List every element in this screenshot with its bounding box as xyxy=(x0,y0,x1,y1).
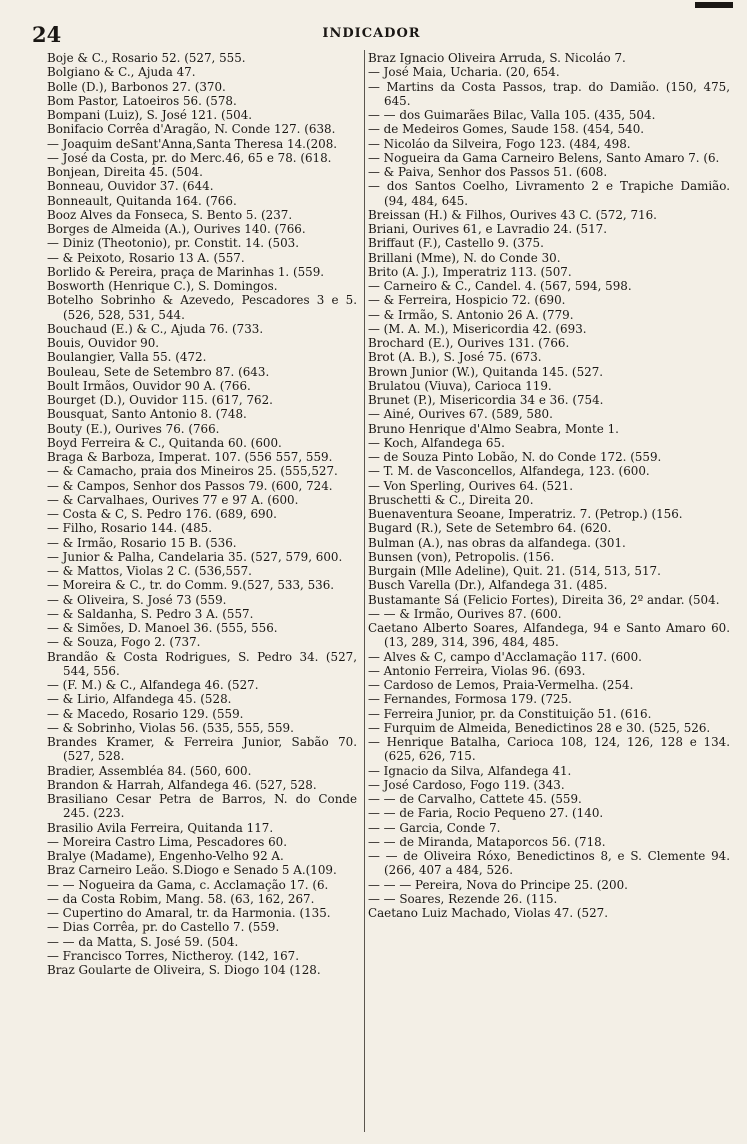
directory-entry: Bolle (D.), Barbonos 27. (370. xyxy=(47,79,226,94)
directory-entry: Caetano Alberto Soares, Alfandega, 94 e Santo Amaro 60. (13, 289, 314, 396, 484, 485. xyxy=(368,621,730,650)
directory-entry: — José da Costa, pr. do Merc.46, 65 e 78. (618. xyxy=(47,150,332,165)
directory-entry: — Von Sperling, Ourives 64. (521. xyxy=(368,478,574,493)
directory-entry: — Francisco Torres, Nictheroy. (142, 167. xyxy=(47,948,299,963)
directory-entry: Borlido & Pereira, praça de Marinhas 1. (559. xyxy=(47,264,325,279)
directory-entry: — Filho, Rosario 144. (485. xyxy=(47,521,213,536)
directory-entry: Brasiliano Cesar Petra de Barros, N. do Conde 245. (223. xyxy=(47,792,357,821)
directory-entry: — da Costa Robim, Mang. 58. (63, 162, 267. xyxy=(47,891,315,906)
directory-entry: Botelho Sobrinho & Azevedo, Pescadores 3 e 5. (526, 528, 531, 544. xyxy=(47,293,357,322)
directory-entry: Bugard (R.), Sete de Setembro 64. (620. xyxy=(368,521,612,536)
directory-entry: Brochard (E.), Ourives 131. (766. xyxy=(368,336,570,350)
directory-entry: Bralye (Madame), Engenho-Velho 92 A. xyxy=(47,849,284,863)
directory-entry: Bouis, Ouvidor 90. xyxy=(47,336,160,350)
directory-entry: — & Oliveira, S. José 73 (559. xyxy=(47,592,227,607)
directory-entry: Bunsen (von), Petropolis. (156. xyxy=(368,549,555,564)
directory-entry: — Ainé, Ourives 67. (589, 580. xyxy=(368,407,553,422)
directory-entry: — — dos Guimarães Bilac, Valla 105. (435, 504. xyxy=(368,108,656,122)
directory-entry: — Moreira & C., tr. do Comm. 9.(527, 533, 536. xyxy=(47,578,335,593)
page-number: 24 xyxy=(32,22,62,47)
directory-entry: — (F. M.) & C., Alfandega 46. (527. xyxy=(47,678,259,692)
directory-entry: Boult Irmãos, Ouvidor 90 A. (766. xyxy=(47,378,251,393)
directory-entry: Brulatou (Viuva), Carioca 119. xyxy=(368,378,552,393)
directory-entry: — & Carvalhaes, Ourives 77 e 97 A. (600. xyxy=(47,492,299,507)
directory-entry: Bruschetti & C., Direita 20. xyxy=(368,492,534,507)
directory-entry: — Dias Corrêa, pr. do Castello 7. (559. xyxy=(47,920,280,935)
directory-entry: Brandon & Harrah, Alfandega 46. (527, 528. xyxy=(47,777,317,792)
directory-entry: Brandes Kramer, & Ferreira Junior, Sabão 70. (527, 528. xyxy=(47,735,357,764)
directory-entry: — — de Miranda, Mataporcos 56. (718. xyxy=(368,834,606,849)
directory-entry: — — — Pereira, Nova do Principe 25. (200. xyxy=(368,877,628,892)
directory-entry: Boulangier, Valla 55. (472. xyxy=(47,350,207,365)
directory-entry: Bousquat, Santo Antonio 8. (748. xyxy=(47,407,247,422)
column-divider xyxy=(364,50,365,1132)
directory-entry: — Koch, Alfandega 65. xyxy=(368,435,505,450)
directory-entry: Briani, Ourives 61, e Lavradio 24. (517. xyxy=(368,222,608,236)
directory-entry: Bruno Henrique d'Almo Seabra, Monte 1. xyxy=(368,421,619,436)
directory-entry: — — de Carvalho, Cattete 45. (559. xyxy=(368,792,582,806)
directory-entry: Borges de Almeida (A.), Ourives 140. (766. xyxy=(47,222,306,236)
page-title: INDICADOR xyxy=(322,26,421,41)
directory-entry: — — & Irmão, Ourives 87. (600. xyxy=(368,606,562,621)
directory-entry: — Nogueira da Gama Carneiro Belens, Santo Amaro 7. (6. xyxy=(368,150,720,165)
directory-entry: Brasilio Avila Ferreira, Quitanda 117. xyxy=(47,820,274,835)
directory-entry: — de Medeiros Gomes, Saude 158. (454, 540. xyxy=(368,122,645,137)
directory-entry: — — Garcia, Conde 7. xyxy=(368,820,501,835)
directory-entry: — & Souza, Fogo 2. (737. xyxy=(47,635,201,650)
directory-entry: Bouty (E.), Ourives 76. (766. xyxy=(47,421,220,436)
directory-entry: Brown Junior (W.), Quitanda 145. (527. xyxy=(368,364,604,379)
directory-entry: — — Nogueira da Gama, c. Acclamação 17. (6. xyxy=(47,877,329,892)
directory-entry: — & Simões, D. Manoel 36. (555, 556. xyxy=(47,621,278,635)
directory-entry: — Moreira Castro Lima, Pescadores 60. xyxy=(47,834,288,849)
directory-entry: Breissan (H.) & Filhos, Ourives 43 C. (572, 716. xyxy=(368,207,657,222)
directory-entry: — José Cardoso, Fogo 119. (343. xyxy=(368,777,565,792)
directory-entry: — — de Faria, Rocio Pequeno 27. (140. xyxy=(368,806,604,821)
directory-entry: — & Irmão, S. Antonio 26 A. (779. xyxy=(368,307,574,322)
directory-entry: — & Mattos, Violas 2 C. (536,557. xyxy=(47,564,252,578)
directory-entry: Braz Goularte de Oliveira, S. Diogo 104 (128. xyxy=(47,963,321,977)
directory-entry: Bouleau, Sete de Setembro 87. (643. xyxy=(47,364,270,379)
directory-entry: Bonneault, Quitanda 164. (766. xyxy=(47,193,237,208)
directory-entry: Brot (A. B.), S. José 75. (673. xyxy=(368,350,542,365)
directory-entry: Braga & Barboza, Imperat. 107. (556 557, 559. xyxy=(47,450,333,464)
directory-entry: — & Peixoto, Rosario 13 A. (557. xyxy=(47,250,245,265)
directory-entry: — & Irmão, Rosario 15 B. (536. xyxy=(47,535,237,550)
directory-entry: — Cupertino do Amaral, tr. da Harmonia. (135. xyxy=(47,906,331,920)
directory-entry: — Joaquim deSant'Anna,Santa Theresa 14.(208. xyxy=(47,136,338,151)
directory-entry: — — da Matta, S. José 59. (504. xyxy=(47,934,239,949)
directory-entry: — Junior & Palha, Candelaria 35. (527, 579, 600. xyxy=(47,549,343,564)
directory-entry: Brunet (P.), Misericordia 34 e 36. (754. xyxy=(368,393,604,407)
directory-entry: Bulman (A.), nas obras da alfandega. (301. xyxy=(368,535,626,550)
directory-entry: Briffaut (F.), Castello 9. (375. xyxy=(368,236,544,251)
left-column xyxy=(47,51,357,977)
directory-entry: Boyd Ferreira & C., Quitanda 60. (600. xyxy=(47,435,282,450)
directory-entry: — & Camacho, praia dos Mineiros 25. (555,527. xyxy=(47,464,338,479)
directory-entry: — Fernandes, Formosa 179. (725. xyxy=(368,692,572,707)
directory-entry: Burgain (Mlle Adeline), Quit. 21. (514, 513, 517. xyxy=(368,564,661,578)
directory-entry: — Diniz (Theotonio), pr. Constit. 14. (503. xyxy=(47,236,299,251)
directory-entry: Bolgiano & C., Ajuda 47. xyxy=(47,65,196,80)
directory-entry: — de Souza Pinto Lobão, N. do Conde 172. (559. xyxy=(368,450,662,464)
directory-entry: — (M. A. M.), Misericordia 42. (693. xyxy=(368,321,587,336)
directory-entry: Bourget (D.), Ouvidor 115. (617, 762. xyxy=(47,393,273,407)
directory-entry: — & Paiva, Senhor dos Passos 51. (608. xyxy=(368,165,608,179)
directory-entry: — Antonio Ferreira, Violas 96. (693. xyxy=(368,663,586,678)
directory-entry: — & Sobrinho, Violas 56. (535, 555, 559. xyxy=(47,720,294,735)
directory-entry: — dos Santos Coelho, Livramento 2 e Trapiche Damião. (94, 484, 645. xyxy=(368,179,730,208)
directory-entry: Bom Pastor, Latoeiros 56. (578. xyxy=(47,93,237,108)
directory-entry: — & Lirio, Alfandega 45. (528. xyxy=(47,692,232,707)
directory-entry: — Alves & C, campo d'Acclamação 117. (600. xyxy=(368,649,642,664)
directory-entry: Bonifacio Corrêa d'Aragão, N. Conde 127. (638. xyxy=(47,122,336,137)
directory-entry: — Carneiro & C., Candel. 4. (567, 594, 598. xyxy=(368,279,632,293)
directory-entry: — Nicoláo da Silveira, Fogo 123. (484, 498. xyxy=(368,136,631,151)
directory-entry: Boje & C., Rosario 52. (527, 555. xyxy=(47,51,246,65)
directory-entry: Braz Carneiro Leão. S.Diogo e Senado 5 A.(109. xyxy=(47,863,337,878)
directory-entry: — Cardoso de Lemos, Praia-Vermelha. (254. xyxy=(368,678,634,692)
directory-entry: Booz Alves da Fonseca, S. Bento 5. (237. xyxy=(47,207,293,222)
directory-entry: Bompani (Luiz), S. José 121. (504. xyxy=(47,108,253,122)
directory-entry: Bonneau, Ouvidor 37. (644. xyxy=(47,179,214,194)
directory-entry: Brillani (Mme), N. do Conde 30. xyxy=(368,250,561,265)
directory-entry: — T. M. de Vasconcellos, Alfandega, 123. (600. xyxy=(368,464,650,479)
directory-entry: — José Maia, Ucharia. (20, 654. xyxy=(368,65,560,80)
directory-entry: — Furquim de Almeida, Benedictinos 28 e 30. (525, 526. xyxy=(368,720,711,735)
directory-entry: — Martins da Costa Passos, trap. do Damião. (150, 475, 645. xyxy=(368,79,730,108)
right-column xyxy=(368,51,730,920)
directory-entry: — Ignacio da Silva, Alfandega 41. xyxy=(368,763,572,778)
directory-entry: — & Macedo, Rosario 129. (559. xyxy=(47,706,244,721)
directory-entry: Brito (A. J.), Imperatriz 113. (507. xyxy=(368,264,572,279)
directory-entry: Bradier, Assembléa 84. (560, 600. xyxy=(47,763,252,778)
directory-entry: — Ferreira Junior, pr. da Constituição 51. (616. xyxy=(368,706,652,721)
directory-entry: — & Ferreira, Hospicio 72. (690. xyxy=(368,293,566,308)
directory-entry: Caetano Luiz Machado, Violas 47. (527. xyxy=(368,906,609,920)
directory-entry: — Henrique Batalha, Carioca 108, 124, 126, 128 e 134. (625, 626, 715. xyxy=(368,735,730,764)
directory-entry: — — de Oliveira Róxo, Benedictinos 8, e S. Clemente 94. (266, 407 a 484, 526. xyxy=(368,849,730,878)
directory-entry: Braz Ignacio Oliveira Arruda, S. Nicoláo 7. xyxy=(368,51,626,65)
directory-entry: — & Campos, Senhor dos Passos 79. (600, 724. xyxy=(47,478,333,493)
directory-entry: Bonjean, Direita 45. (504. xyxy=(47,165,203,179)
page-header xyxy=(20,22,723,46)
directory-entry: — & Saldanha, S. Pedro 3 A. (557. xyxy=(47,606,254,621)
directory-entry: Busch Varella (Dr.), Alfandega 31. (485. xyxy=(368,578,608,593)
directory-entry: Bouchaud (E.) & C., Ajuda 76. (733. xyxy=(47,321,264,336)
directory-entry: Bosworth (Henrique C.), S. Domingos. xyxy=(47,279,278,293)
directory-entry: Bustamante Sá (Felicio Fortes), Direita 36, 2º andar. (504. xyxy=(368,592,720,607)
directory-entry: Brandão & Costa Rodrigues, S. Pedro 34. (527, 544, 556. xyxy=(47,649,357,678)
directory-entry: Buenaventura Seoane, Imperatriz. 7. (Petrop.) (156. xyxy=(368,507,683,521)
directory-entry: — Costa & C, S. Pedro 176. (689, 690. xyxy=(47,507,277,521)
directory-entry: — — Soares, Rezende 26. (115. xyxy=(368,891,558,906)
page-corner-mark xyxy=(695,2,733,8)
